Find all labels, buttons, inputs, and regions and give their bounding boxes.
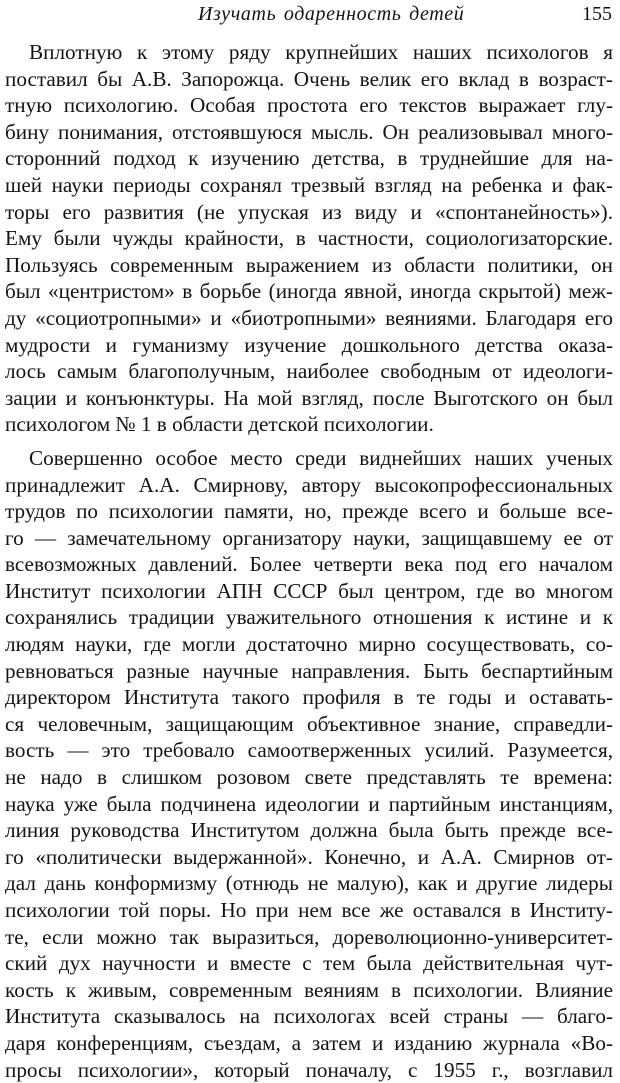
text-line: Пользуясь современным выражением из области политики, он (5, 252, 613, 277)
text-line: ский дух научности и вместе с тем была действительная чут- (5, 951, 613, 976)
text-line: шей науки периоды сохранял трезвый взгляд на ребенка и фак- (5, 172, 613, 197)
text-line: сохранялись традиции уважительного отношения к истине и к (5, 605, 613, 630)
text-line: зации и конъюнктуры. На мой взгляд, после Выготского он был (5, 385, 613, 410)
text-line: психологом № 1 в области детской психологии. (5, 412, 434, 437)
text-line: поставил бы А.В. Запорожца. Очень велик его вклад в возраст- (5, 66, 613, 91)
running-header (0, 3, 620, 27)
text-line: торы его развития (не упуская из виду и «спонтанейность»). (5, 199, 613, 224)
text-line: бину понимания, отстоявшуюся мысль. Он реализовывал много- (5, 119, 613, 144)
text-line: ся человечным, защищающим объективное знание, справедли- (5, 711, 613, 736)
running-title: Изучать одаренность детей (198, 3, 465, 25)
text-line: не надо в слишком розовом свете представлять те времена: (5, 765, 613, 790)
text-line: Ему были чужды крайности, в частности, социологизаторские. (5, 226, 613, 251)
text-line: тную психологию. Особая простота его текстов выражает глу- (5, 93, 613, 118)
text-line: был «центристом» в борьбе (иногда явной, иногда скрытой) меж- (5, 279, 613, 304)
text-line: лось самым благополучным, наиболее свободным от идеологи- (5, 359, 613, 384)
text-line: Вплотную к этому ряду крупнейших наших психологов я (29, 40, 613, 64)
text-line: Совершенно особое место среди виднейших наших ученых (29, 445, 613, 470)
text-line: наука уже была подчинена идеологии и партийным инстанциям, (5, 791, 613, 816)
paragraph (5, 445, 613, 1083)
text-line: ревноваться разные научные направления. Быть беспартийным (5, 658, 613, 683)
text-line: психологии той поры. Но при нем все же оставался в Институ- (5, 898, 613, 922)
text-line: даря конференциям, съездам, а затем и изданию журнала «Во- (5, 1030, 613, 1055)
body-text (5, 39, 613, 1083)
text-line: директором Института такого профиля в те годы и оставать- (5, 685, 613, 710)
text-line: людям науки, где могли достаточно мирно сосуществовать, со- (5, 632, 613, 657)
text-line: просы психологии», который поначалу, с 1955 г., возглавил (5, 1057, 613, 1082)
text-line: го «политически выдержанной». Конечно, и А.А. Смирнов от- (5, 844, 613, 869)
paragraph (5, 39, 613, 438)
text-line: Института сказывалось на психологах всей страны — благо- (5, 1004, 613, 1029)
text-line: дал дань конформизму (отнюдь не малую), как и другие лидеры (5, 871, 613, 896)
text-line: всевозможных давлений. Более четверти века под его началом (5, 552, 613, 577)
page-number: 155 (582, 3, 612, 25)
text-line: линия руководства Институтом должна была быть прежде все- (5, 818, 613, 843)
text-line: Институт психологии АПН СССР был центром, где во многом (5, 578, 613, 603)
text-line: трудов по психологии памяти, но, прежде всего и больше все- (5, 499, 613, 524)
text-line: мудрости и гуманизму изучение дошкольного детства оказа- (5, 332, 613, 357)
text-line: принадлежит А.А. Смирнову, автору высокопрофессиональных (5, 472, 613, 497)
text-line: сторонний подход к изучению детства, в труднейшие для на- (5, 146, 613, 171)
text-line: кость к живым, современным веяниям в психологии. Влияние (5, 977, 613, 1002)
text-line: ду «социотропными» и «биотропными» веяниями. Благодаря его (5, 305, 613, 330)
text-line: вость — это требовало самоотверженных усилий. Разумеется, (5, 738, 613, 763)
text-line: те, если можно так выразиться, дореволюционно-университет- (5, 924, 613, 949)
paragraph-gap (5, 438, 613, 445)
text-line: го — замечательному организатору науки, защищавшему ее от (5, 525, 613, 550)
